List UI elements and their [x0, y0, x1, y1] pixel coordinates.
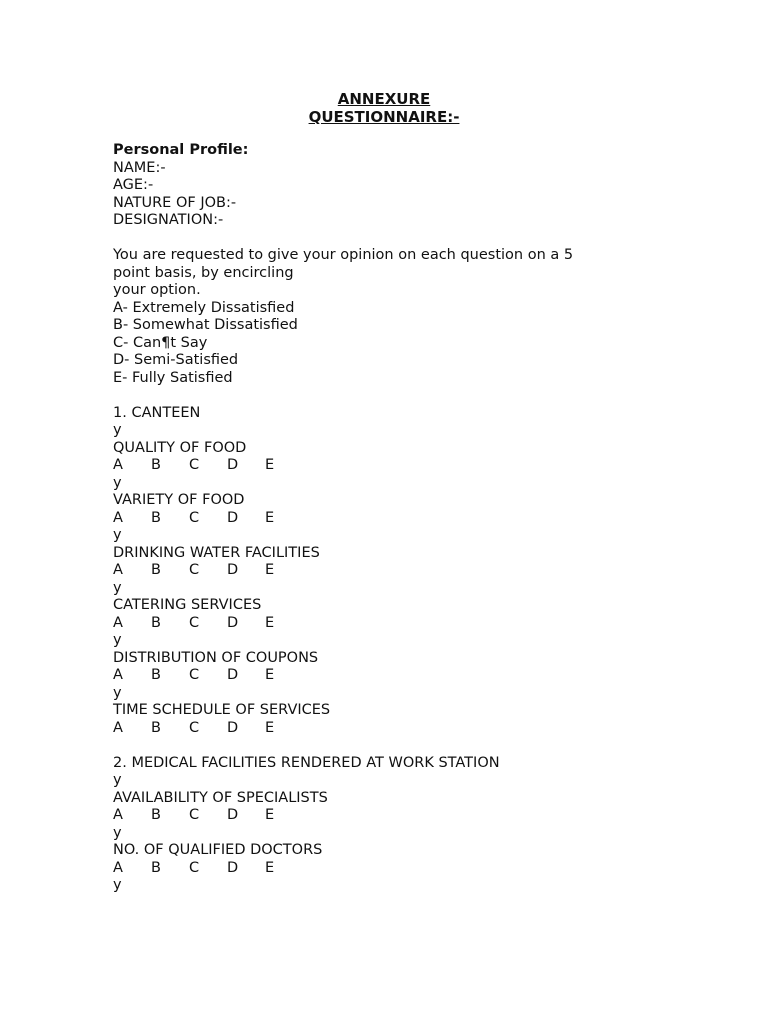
options-row: [113, 667, 673, 685]
option-b[interactable]: B: [151, 457, 161, 473]
option-a[interactable]: A: [113, 667, 123, 683]
option-a[interactable]: A: [113, 719, 123, 736]
question-variety-of-food: VARIETY OF FOOD: [113, 492, 245, 508]
option-b[interactable]: B: [151, 807, 161, 823]
questionnaire-heading: QUESTIONNAIRE:-: [308, 108, 460, 126]
scale-d: D- Semi-Satisfied: [113, 352, 239, 368]
option-c[interactable]: C: [189, 562, 200, 578]
question-catering-services: CATERING SERVICES: [113, 597, 262, 613]
option-e[interactable]: E: [265, 562, 275, 578]
spacer: [113, 230, 673, 248]
option-c[interactable]: C: [189, 719, 200, 736]
option-e[interactable]: E: [265, 719, 275, 736]
option-d[interactable]: D: [227, 859, 239, 876]
option-c[interactable]: C: [189, 509, 200, 526]
scale-e: E- Fully Satisfied: [113, 369, 233, 386]
options-row: [113, 457, 673, 475]
options-row: [113, 562, 673, 580]
option-b[interactable]: B: [151, 859, 161, 876]
marker: y: [113, 579, 122, 596]
option-a[interactable]: A: [113, 614, 123, 631]
profile-field-name: NAME:-: [113, 159, 166, 176]
option-a[interactable]: A: [113, 859, 123, 876]
profile-field-designation: DESIGNATION:-: [113, 212, 224, 228]
marker: y: [113, 527, 122, 543]
option-e[interactable]: E: [265, 807, 275, 823]
question-qualified-doctors: NO. OF QUALIFIED DOCTORS: [113, 842, 323, 858]
option-b[interactable]: B: [151, 667, 161, 683]
options-row: [113, 615, 673, 633]
option-b[interactable]: B: [151, 719, 161, 736]
option-d[interactable]: D: [227, 719, 239, 736]
option-a[interactable]: A: [113, 457, 123, 473]
marker: y: [113, 877, 122, 893]
instruction-line: You are requested to give your opinion on each question on a 5: [113, 247, 574, 263]
profile-field-age: AGE:-: [113, 177, 154, 193]
spacer: [113, 387, 673, 405]
annexure-heading: ANNEXURE: [337, 90, 431, 108]
section-title-canteen: 1. CANTEEN: [113, 404, 201, 421]
option-e[interactable]: E: [265, 667, 275, 683]
question-distribution-of-coupons: DISTRIBUTION OF COUPONS: [113, 649, 319, 666]
options-row: [113, 510, 673, 528]
profile-field-nature-of-job: NATURE OF JOB:-: [113, 194, 237, 211]
option-a[interactable]: A: [113, 562, 123, 578]
option-d[interactable]: D: [227, 614, 239, 631]
question-quality-of-food: QUALITY OF FOOD: [113, 439, 247, 456]
section-title-medical: 2. MEDICAL FACILITIES RENDERED AT WORK STATION: [113, 754, 500, 771]
marker: y: [113, 772, 122, 788]
personal-profile-title: Personal Profile:: [113, 142, 249, 158]
question-drinking-water: DRINKING WATER FACILITIES: [113, 544, 320, 561]
option-b[interactable]: B: [151, 562, 161, 578]
option-c[interactable]: C: [189, 807, 200, 823]
options-row: [113, 860, 673, 878]
marker: y: [113, 684, 122, 701]
option-e[interactable]: E: [265, 457, 275, 473]
option-a[interactable]: A: [113, 509, 123, 526]
options-row: [113, 720, 673, 738]
scale-c: C- Can¶t Say: [113, 334, 208, 351]
scale-b: B- Somewhat Dissatisfied: [113, 317, 298, 333]
scale-a: A- Extremely Dissatisfied: [113, 299, 295, 316]
question-availability-of-specialists: AVAILABILITY OF SPECIALISTS: [113, 789, 328, 806]
marker: y: [113, 632, 122, 648]
option-d[interactable]: D: [227, 807, 239, 823]
spacer: [113, 737, 673, 755]
option-e[interactable]: E: [265, 859, 275, 876]
option-c[interactable]: C: [189, 667, 200, 683]
marker: y: [113, 474, 122, 491]
option-b[interactable]: B: [151, 509, 161, 526]
option-d[interactable]: D: [227, 562, 239, 578]
option-a[interactable]: A: [113, 807, 123, 823]
option-b[interactable]: B: [151, 614, 161, 631]
option-d[interactable]: D: [227, 509, 239, 526]
options-row: [113, 807, 673, 825]
option-e[interactable]: E: [265, 509, 275, 526]
instruction-line: point basis, by encircling: [113, 264, 294, 281]
marker: y: [113, 824, 122, 841]
document-body: [113, 142, 673, 895]
option-c[interactable]: C: [189, 614, 200, 631]
marker: y: [113, 422, 122, 438]
option-d[interactable]: D: [227, 457, 239, 473]
question-time-schedule: TIME SCHEDULE OF SERVICES: [113, 702, 331, 718]
instruction-line: your option.: [113, 282, 201, 298]
option-d[interactable]: D: [227, 667, 239, 683]
option-c[interactable]: C: [189, 457, 200, 473]
option-c[interactable]: C: [189, 859, 200, 876]
option-e[interactable]: E: [265, 614, 275, 631]
